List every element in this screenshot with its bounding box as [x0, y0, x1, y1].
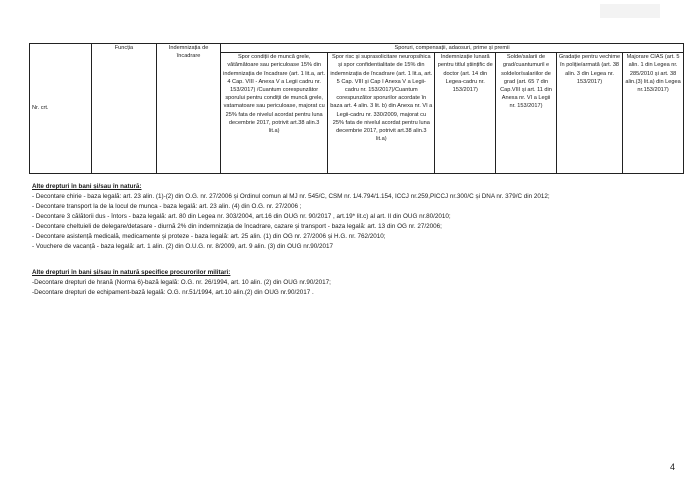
- military-rights-section: [32, 268, 331, 298]
- header-nr-crt: Nr. crt.: [30, 44, 92, 174]
- column-header: Spor condiții de muncă grele, vătămătoare sau periculoase 15% din indemnizația de încadrare (art. 1 lit.a, art. 4 Cap. VIII - Anexa V a Legii cadru nr. 153/2017) /Cuantum corespunzător sporului pentru condiții de muncă grele, vatamatoare sau periculoase, majorat cu 25% fata de nivelul acordat pentru luna decembrie 2017, potrivit art.38 alin.3 lit.a): [221, 53, 328, 174]
- header-functia: Funcția: [91, 44, 156, 174]
- list-item: - Vouchere de vacanță - baza legală: art. 1 alin. (2) din O.U.G. nr. 8/2009, art. 9 alin. (3) din OUG nr.90/2017: [32, 243, 334, 250]
- list-item: - Decontare asistență medicală, medicamente și proteze - baza legală: art. 25 alin. (1) din OG nr. 27/2006 și H.G. nr. 762/2010;: [32, 233, 386, 240]
- column-header: Majorare CIAS (art. 5 alin. 1 din Legea nr. 285/2010 și art. 38 alin.(3) lit.a) din Legea nr.153/2017): [623, 53, 684, 174]
- scan-shadow: [600, 4, 660, 18]
- page-number: 4: [670, 462, 676, 472]
- column-header: Indemnizație lunară pentru titlul științific de doctor (art. 14 din Legea-cadru nr. 153/2017): [435, 53, 496, 174]
- column-header: Spor risc și suprasolicitare neuropsihica și spor confidentialitate de 15% din indemnizația de încadrare (art. 1 lit.a, art. 5 Cap. VIII și Cap I Anexa V a Legii-cadru nr. 153/2017)/Cuantum corespunzător sporurilor acordate în baza art. 4 alin. 3 lit. b) din Anexa nr. VI a Legii-cadru nr. 330/2009, majorat cu 25% fata de nivelul acordat pentru luna decembrie 2017, potrivit art.38 alin.3 lit.a): [328, 53, 435, 174]
- list-item: - Decontare 3 călătorii dus - întors - baza legală: art. 80 din Legea nr. 303/2004, art.16 din OUG nr. 90/2017 , art.19* lit.c) al art. II din OUG nr.80/2010;: [32, 213, 451, 220]
- list-item: - Decontare transport la de la locul de munca - baza legală: art. 23 alin. (4) din O.G. nr. 27/2006 ;: [32, 203, 302, 210]
- other-rights-section: [32, 182, 550, 252]
- column-header: Solde/salarii de grad/cuantumuril e soldelor/salariilor de grad (art. 65 7 din Cap.VIII și art. 11 din Anexa nr. VI a Legii nr. 153/2017): [496, 53, 557, 174]
- list-item: - Decontare chirie - baza legală: art. 23 alin. (1)-(2) din O.G. nr. 27/2006 și Ordinul comun al MJ nr. 545/C, CSM nr. 1/4.794/1.154, ICCJ nr.259,PICCJ nr.300/C și DNA nr. 379/C din 2012;: [32, 193, 550, 200]
- list-item: -Decontare drepturi de echipament-bază legală: O.G. nr.51/1994, art.10 alin.(2) din OUG nr.90/2017 .: [32, 289, 314, 296]
- section-heading: Alte drepturi în bani și/sau în natură specifice procurorilor militari:: [32, 269, 231, 276]
- header-sporuri: Sporuri, compensații, adaosuri, prime și premii: [221, 44, 684, 53]
- list-item: - Decontare cheltuieli de delegare/detasare - diurnă 2% din indemnizația de încadrare, cazare și transport - baza legală: art. 13 din OG nr. 27/2006;: [32, 223, 442, 230]
- column-header: Gradație pentru vechime în poliție/armată (art. 38 alin. 3 din Legea nr. 153/2017): [556, 53, 622, 174]
- top-scan-shadow: [0, 0, 700, 26]
- salary-rights-table: [29, 43, 684, 174]
- section-heading: Alte drepturi în bani și/sau în natură:: [32, 183, 142, 190]
- header-indemnizatia: Indemnizația de încadrare: [157, 44, 221, 174]
- list-item: -Decontare drepturi de hrană (Norma 6)-bază legală: O.G. nr. 26/1994, art. 10 alin. (2) din OUG nr.90/2017;: [32, 279, 331, 286]
